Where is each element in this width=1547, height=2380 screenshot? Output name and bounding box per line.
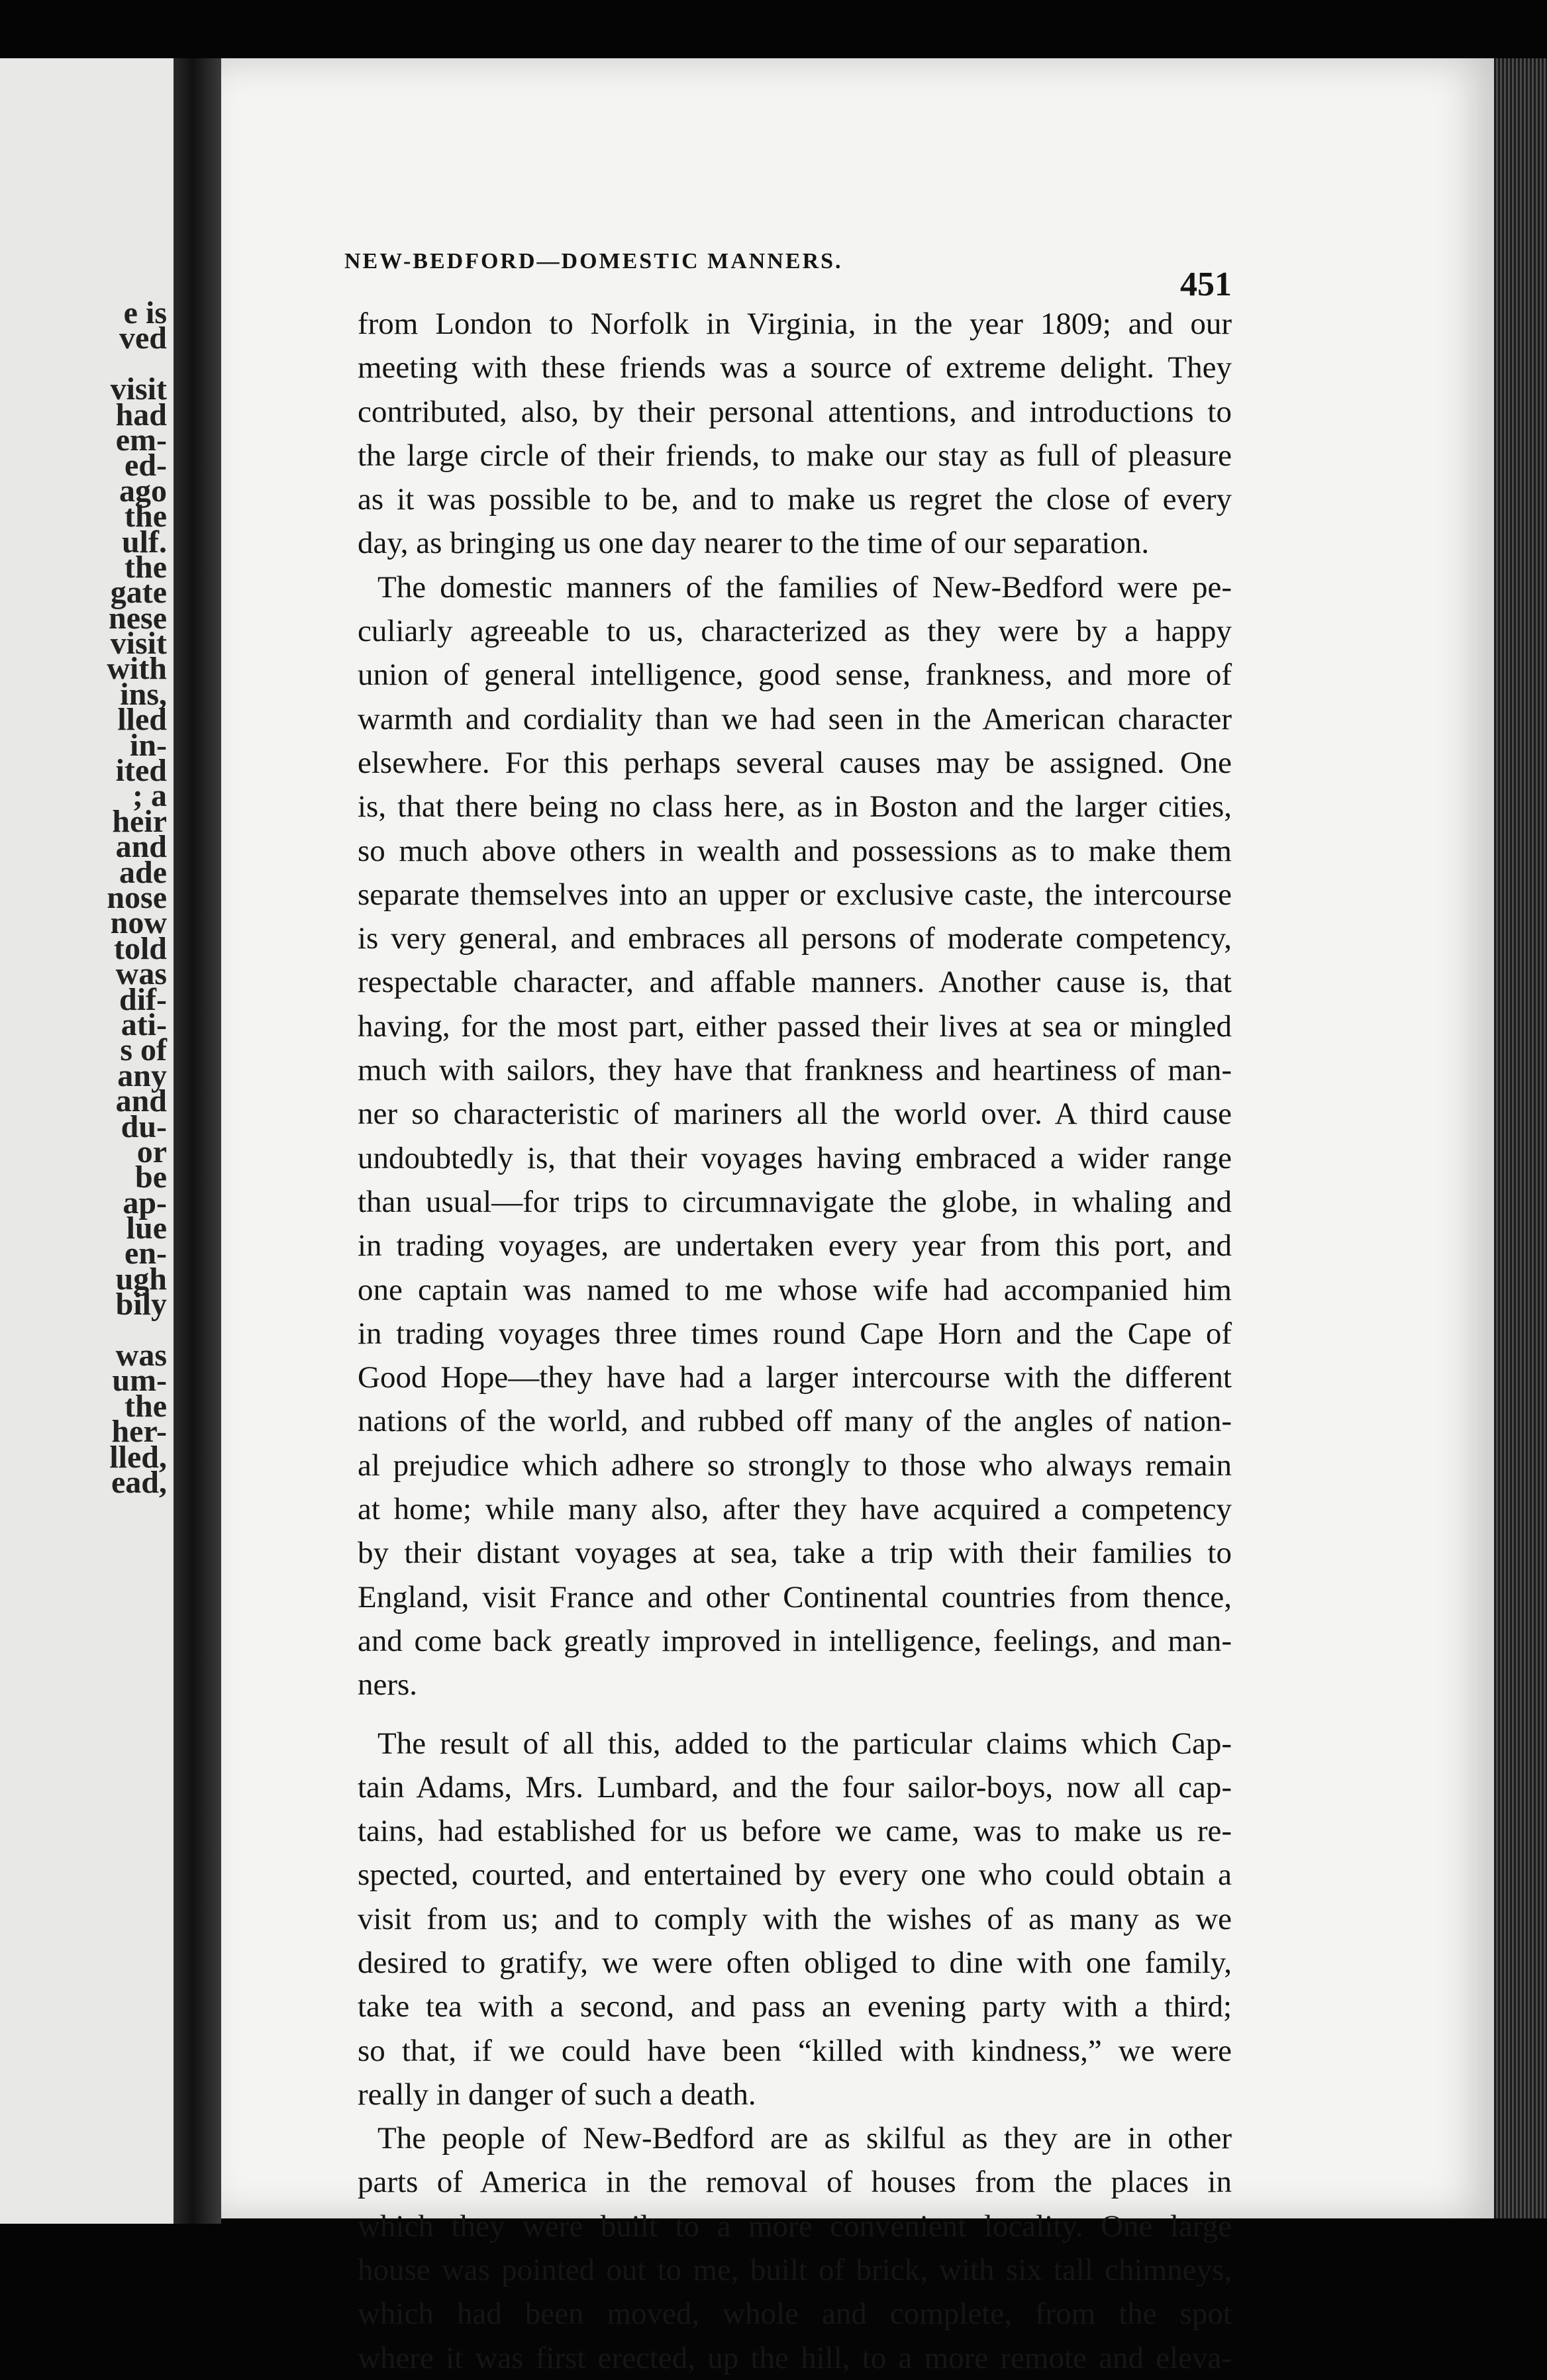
facing-page-line: ugh (115, 1261, 167, 1297)
facing-page-line: ulf. (121, 524, 167, 560)
facing-page-line: her- (111, 1414, 167, 1450)
page-number: 451 (1180, 266, 1232, 303)
facing-page-line: lue (126, 1211, 167, 1246)
facing-page-line: or (136, 1134, 167, 1169)
facing-page-line: and (115, 1083, 167, 1119)
facing-page-line: ati- (121, 1007, 167, 1042)
facing-page-line: visit (110, 626, 167, 662)
text-line: meeting with these friends was a source of extreme delight. They (358, 350, 1232, 385)
text-line: one captain was named to me whose wife had accompanied him (358, 1272, 1232, 1307)
book-gutter (174, 58, 221, 2224)
facing-page-line: ead, (111, 1464, 167, 1500)
text-line: separate themselves into an upper or exclusive caste, the intercourse (358, 877, 1232, 912)
text-line: tains, had established for us before we came, was to make us re- (358, 1814, 1232, 1849)
text-line: parts of America in the removal of houses from the places in (358, 2165, 1232, 2200)
text-line: so much above others in wealth and possessions as to make them (358, 833, 1232, 868)
facing-page-line: ved (119, 321, 167, 356)
text-line: al prejudice which adhere so strongly to those who always remain (358, 1448, 1232, 1483)
facing-page-line: in- (129, 727, 167, 763)
facing-page-line: dif- (119, 981, 167, 1017)
facing-page-line: lled, (109, 1439, 167, 1475)
facing-page-line: bily (115, 1287, 167, 1322)
facing-page-line: any (117, 1058, 167, 1093)
text-line: and come back greatly improved in intelligence, feelings, and man- (358, 1623, 1232, 1658)
paragraph-2 (358, 566, 1232, 1707)
facing-page-line: visit (110, 372, 167, 407)
text-line: in trading voyages, are undertaken every year from this port, and (358, 1228, 1232, 1264)
text-line: elsewhere. For this perhaps several causes may be assigned. One (358, 745, 1232, 780)
text-line: at home; while many also, after they have acquired a competency (358, 1492, 1232, 1527)
facing-page-line: the (125, 549, 167, 585)
facing-page-line: e is (123, 295, 167, 330)
facing-page-line: with (107, 651, 167, 687)
text-line: take tea with a second, and pass an evening party with a third; (358, 1989, 1232, 2024)
facing-page-line: the (125, 499, 167, 534)
text-line: the large circle of their friends, to make our stay as full of pleasure (358, 438, 1232, 473)
facing-page-line: the (125, 1388, 167, 1424)
text-line: culiarly agreeable to us, characterized as they were by a happy (358, 614, 1232, 649)
facing-page-line: ins, (120, 676, 167, 712)
paragraph-gap (358, 1707, 1232, 1722)
text-line: so that, if we could have been “killed with kindness,” we were (358, 2033, 1232, 2068)
text-line: really in danger of such a death. (358, 2077, 756, 2112)
facing-page-line: du- (121, 1109, 167, 1144)
text-line: England, visit France and other Continental countries from thence, (358, 1579, 1232, 1614)
facing-page-line: nose (107, 879, 167, 915)
text-line: warmth and cordiality than we had seen in the American character (358, 701, 1232, 736)
text-line: union of general intelligence, good sense, frankness, and more of (358, 658, 1232, 693)
text-line: nations of the world, and rubbed off many of the angles of nation- (358, 1404, 1232, 1439)
text-line: in trading voyages three times round Cape Horn and the Cape of (358, 1316, 1232, 1351)
facing-page-line: was (115, 956, 167, 992)
facing-page-line: em- (115, 422, 167, 458)
facing-page-line: was (115, 1338, 167, 1373)
facing-page-line: ; a (132, 778, 167, 814)
text-line: respectable character, and affable manners. Another cause is, that (358, 965, 1232, 1000)
facing-page-line: had (115, 397, 167, 432)
facing-page-line: and (115, 829, 167, 865)
facing-page-line: heir (112, 803, 167, 839)
text-line: tain Adams, Mrs. Lumbard, and the four sailor-boys, now all cap- (358, 1769, 1232, 1805)
text-line: undoubtedly is, that their voyages having embraced a wider range (358, 1140, 1232, 1175)
facing-page-line: ed- (125, 448, 167, 483)
text-line: is, that there being no class here, as in Boston and the larger cities, (358, 789, 1232, 824)
text-line: as it was possible to be, and to make us regret the close of every (358, 482, 1232, 517)
facing-page-line: en- (125, 1236, 167, 1271)
text-line: which had been moved, whole and complete, from the spot (358, 2297, 1232, 2332)
facing-page-line: nese (109, 600, 167, 636)
text-line: where it was first erected, up the hill, to a more remote and eleva- (358, 2340, 1232, 2375)
facing-page-line: ited (115, 753, 167, 789)
text-line: house was pointed out to me, built of brick, with six tall chimneys, (358, 2253, 1232, 2288)
facing-page-fragment (0, 58, 174, 2224)
facing-page-line: be (135, 1160, 167, 1195)
text-line: The people of New-Bedford are as skilful as they are in other (377, 2121, 1232, 2156)
text-line: desired to gratify, we were often obliged to dine with one family, (358, 1945, 1232, 1980)
page-edges (1494, 58, 1547, 2218)
facing-page-line: um- (112, 1363, 167, 1399)
facing-page-line: told (113, 930, 167, 966)
paragraph-3 (358, 1722, 1232, 2117)
facing-page-line: now (110, 905, 167, 941)
facing-page-line: s of (120, 1032, 167, 1068)
text-line: from London to Norfolk in Virginia, in the year 1809; and our (358, 307, 1232, 341)
text-line: spected, courted, and entertained by every one who could obtain a (358, 1858, 1232, 1893)
text-line: which they were built to a more convenient locality. One large (358, 2208, 1232, 2244)
body-text (358, 302, 1232, 2380)
text-line: Good Hope—they have had a larger intercourse with the different (358, 1360, 1232, 1395)
facing-page-line: ap- (123, 1185, 167, 1220)
text-line: is very general, and embraces all persons of moderate competency, (358, 921, 1232, 956)
text-line: day, as bringing us one day nearer to the time of our separation. (358, 526, 1150, 561)
text-line: visit from us; and to comply with the wishes of as many as we (358, 1901, 1232, 1936)
facing-page-line-ends (107, 295, 167, 1500)
facing-page-line: lled (117, 702, 167, 738)
text-line: ner so characteristic of mariners all the world over. A third cause (358, 1097, 1232, 1132)
text-line: The domestic manners of the families of New-Bedford were pe- (377, 570, 1232, 605)
paragraph-1 (358, 302, 1232, 566)
facing-page-line: gate (110, 575, 167, 611)
text-line: The result of all this, added to the particular claims which Cap- (377, 1726, 1232, 1761)
running-head: NEW-BEDFORD—DOMESTIC MANNERS. (344, 249, 843, 273)
facing-page-line: ago (119, 473, 167, 509)
text-line: ners. (358, 1667, 418, 1703)
facing-page-line: ade (119, 854, 167, 890)
text-line: contributed, also, by their personal attentions, and introductions to (358, 394, 1232, 429)
text-line: having, for the most part, either passed their lives at sea or mingled (358, 1009, 1232, 1044)
paragraph-4 (358, 2116, 1232, 2380)
text-line: by their distant voyages at sea, take a trip with their families to (358, 1536, 1232, 1571)
text-line: much with sailors, they have that frankness and heartiness of man- (358, 1053, 1232, 1088)
text-line: than usual—for trips to circumnavigate the globe, in whaling and (358, 1184, 1232, 1219)
